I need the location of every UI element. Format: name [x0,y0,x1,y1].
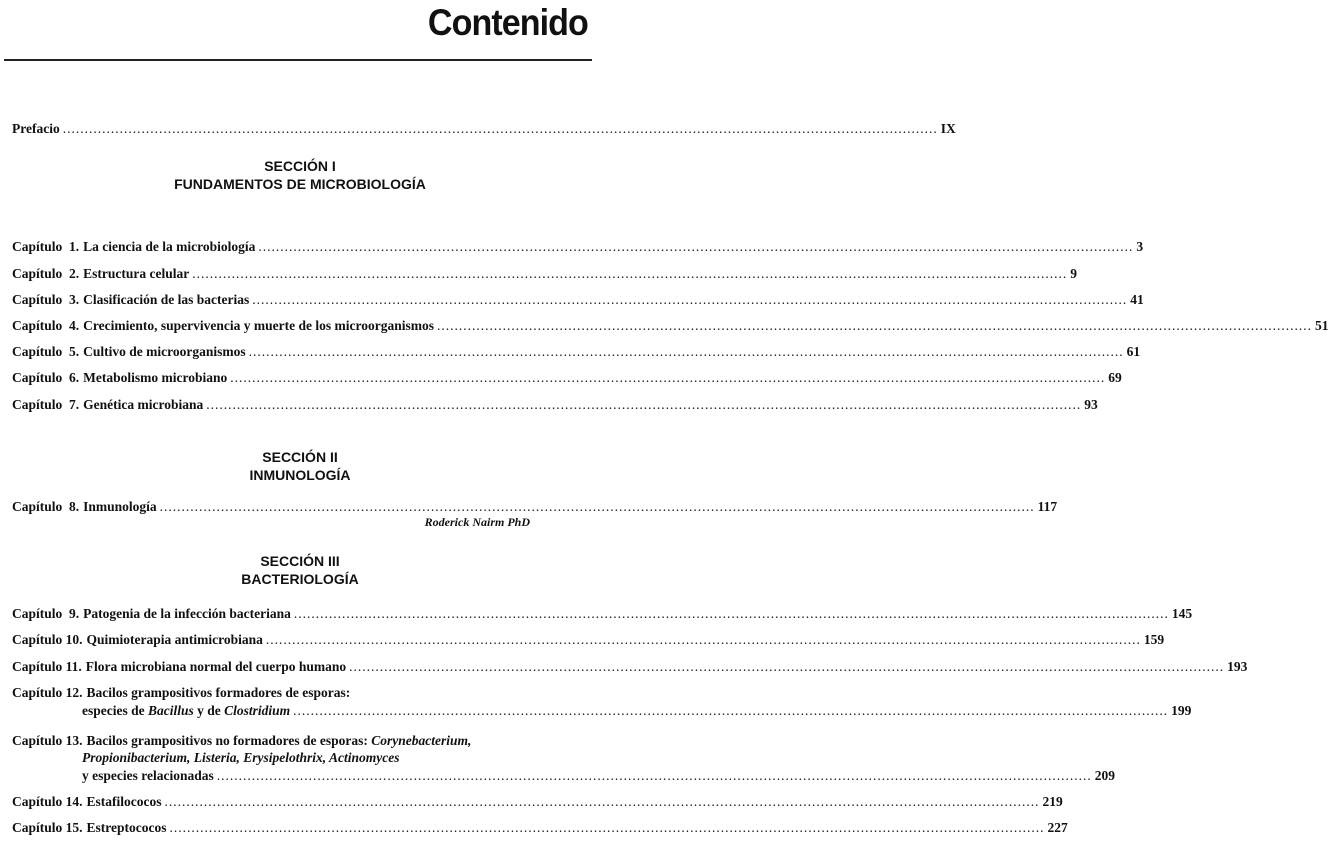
chapter-label: Capítulo 14. [12,794,83,809]
dot-leader: ........................................................................................................................................................................................................ [62,121,938,136]
dot-leader: ........................................................................................................................................................................................................ [436,318,1312,333]
chapter-title-part: Patogenia de la infección bacteriana [83,606,291,621]
chapter-title-part: Bacillus [147,703,194,718]
chapter-title [82,702,290,719]
page-number: 51 [1314,318,1328,333]
chapter-label: Capítulo 3. [12,292,80,307]
page-number: 199 [1171,703,1192,718]
chapter-title [82,749,400,766]
page-number: 41 [1130,292,1144,307]
page-number: 209 [1094,768,1115,783]
dot-leader: ........................................................................................................................................................................................................ [293,606,1169,621]
chapter-title [87,631,263,648]
section-name: INMUNOLOGÍA [249,467,351,483]
section-name: FUNDAMENTOS DE MICROBIOLOGÍA [174,176,426,192]
chapter-title-part: Bacilos grampositivos formadores de esporas: [86,685,351,700]
section-number: SECCIÓN III [260,553,340,569]
chapter-label: Capítulo 13. [12,733,83,748]
toc-entry-chapter-11[interactable] [12,658,1248,675]
chapter-title [83,343,246,360]
chapter-label: Capítulo 15. [12,820,83,835]
title-rule [4,59,592,61]
toc-entry-chapter-9[interactable] [12,605,1193,622]
dot-leader: ........................................................................................................................................................................................................ [192,266,1068,281]
chapter-title-part: y de [193,703,225,718]
chapter-title [83,317,434,334]
chapter-title [83,238,255,255]
chapter-title [83,396,203,413]
chapter-label: Capítulo 8. [12,499,80,514]
page-number: 219 [1042,794,1063,809]
toc-entry-chapter-13[interactable] [12,767,1115,784]
chapter-title [83,498,157,515]
chapter-label: Capítulo 12. [12,685,83,700]
page-number: 145 [1171,606,1193,621]
toc-entry-chapter-12[interactable] [12,684,588,701]
section-heading [0,448,600,484]
dot-leader: ........................................................................................................................................................................................................ [169,820,1045,835]
section-name: BACTERIOLOGÍA [241,571,359,587]
toc-entry-chapter-8[interactable] [12,498,1058,515]
chapter-title-part: Estafilococos [86,794,162,809]
page-number: 3 [1136,239,1144,254]
dot-leader: ........................................................................................................................................................................................................ [206,397,1082,412]
chapter-title-part: Flora microbiana normal del cuerpo humano [85,659,347,674]
dot-leader: ........................................................................................................................................................................................................ [248,344,1124,359]
chapter-label: Capítulo 6. [12,370,80,385]
chapter-title [86,658,346,675]
chapter-title-part: especies de [82,703,148,718]
toc-entry-chapter-12[interactable] [12,702,1192,719]
toc-entry-chapter-5[interactable] [12,343,1141,360]
chapter-label: Capítulo 2. [12,266,80,281]
chapter-title-part: Metabolismo microbiano [83,370,228,385]
chapter-title [83,605,291,622]
chapter-title-part: Estreptococos [86,820,167,835]
chapter-label: Capítulo 4. [12,318,80,333]
chapter-title-part: Quimioterapia antimicrobiana [86,632,263,647]
chapter-title-part: y especies relacionadas [82,768,214,783]
page-number: 9 [1070,266,1077,281]
chapter-title-part: Clostridium [224,703,291,718]
dot-leader: ........................................................................................................................................................................................................ [265,632,1141,647]
dot-leader: ........................................................................................................................................................................................................ [252,292,1128,307]
chapter-title [82,767,214,784]
chapter-title [83,265,189,282]
page-number: 69 [1108,370,1122,385]
toc-entry-chapter-6[interactable] [12,369,1122,386]
chapter-author: Roderick Nairm PhD [424,515,530,529]
page-number: 193 [1227,659,1248,674]
chapter-label: Capítulo 5. [12,344,80,359]
chapter-label: Capítulo 7. [12,397,80,412]
toc-entry-chapter-7[interactable] [12,396,1098,413]
dot-leader: ........................................................................................................................................................................................................ [230,370,1106,385]
chapter-title [87,793,162,810]
chapter-title-part: Corynebacterium, [371,733,472,748]
toc-entry-chapter-10[interactable] [12,631,1165,648]
toc-entry-preface[interactable] [12,120,956,137]
chapter-title-part: Crecimiento, supervivencia y muerte de los microorganismos [83,318,434,333]
chapter-label: Capítulo 9. [12,606,80,621]
toc-entry-chapter-13[interactable] [12,732,588,749]
chapter-title-part: Estructura celular [83,266,190,281]
toc-entry-chapter-4[interactable] [12,317,1328,334]
toc-entry-chapter-14[interactable] [12,793,1063,810]
page-number: 93 [1084,397,1098,412]
section-heading [0,157,600,193]
chapter-title-part: Cultivo de microorganismos [83,344,246,359]
chapter-title-part: Bacilos grampositivos no formadores de esporas: [86,733,372,748]
toc-entry-chapter-2[interactable] [12,265,1077,282]
chapter-label: Capítulo 10. [12,632,83,647]
section-heading [0,552,600,588]
toc-entry-chapter-3[interactable] [12,291,1144,308]
chapter-label: Capítulo 1. [12,239,80,254]
chapter-title [83,369,227,386]
dot-leader: ........................................................................................................................................................................................................ [293,703,1169,718]
dot-leader: ........................................................................................................................................................................................................ [349,659,1225,674]
page-number: 227 [1047,820,1068,835]
toc-entry-chapter-15[interactable] [12,819,1068,836]
chapter-title [83,291,249,308]
chapter-title [87,732,472,749]
chapter-title [87,819,167,836]
toc-entry-chapter-13[interactable] [12,749,588,766]
chapter-label: Capítulo 11. [12,659,82,674]
page-title: Contenido [428,2,588,43]
page-number: 159 [1143,632,1165,647]
chapter-title-part: La ciencia de la microbiología [83,239,256,254]
preface-label: Prefacio [12,121,60,136]
chapter-title [87,684,351,701]
dot-leader: ........................................................................................................................................................................................................ [216,768,1092,783]
section-number: SECCIÓN II [262,449,338,465]
dot-leader: ........................................................................................................................................................................................................ [159,499,1035,514]
dot-leader: ........................................................................................................................................................................................................ [258,239,1134,254]
section-number: SECCIÓN I [264,158,336,174]
dot-leader: ........................................................................................................................................................................................................ [164,794,1040,809]
page-number: 61 [1126,344,1141,359]
chapter-title-part: Clasificación de las bacterias [83,292,250,307]
chapter-title-part: Propionibacterium, Listeria, Erysipelothrix, Actinomyces [82,750,400,765]
chapter-title-part: Inmunología [83,499,157,514]
chapter-title-part: Genética microbiana [83,397,204,412]
toc-entry-chapter-1[interactable] [12,238,1144,255]
page-number: IX [940,121,956,136]
page-number: 117 [1037,499,1058,514]
